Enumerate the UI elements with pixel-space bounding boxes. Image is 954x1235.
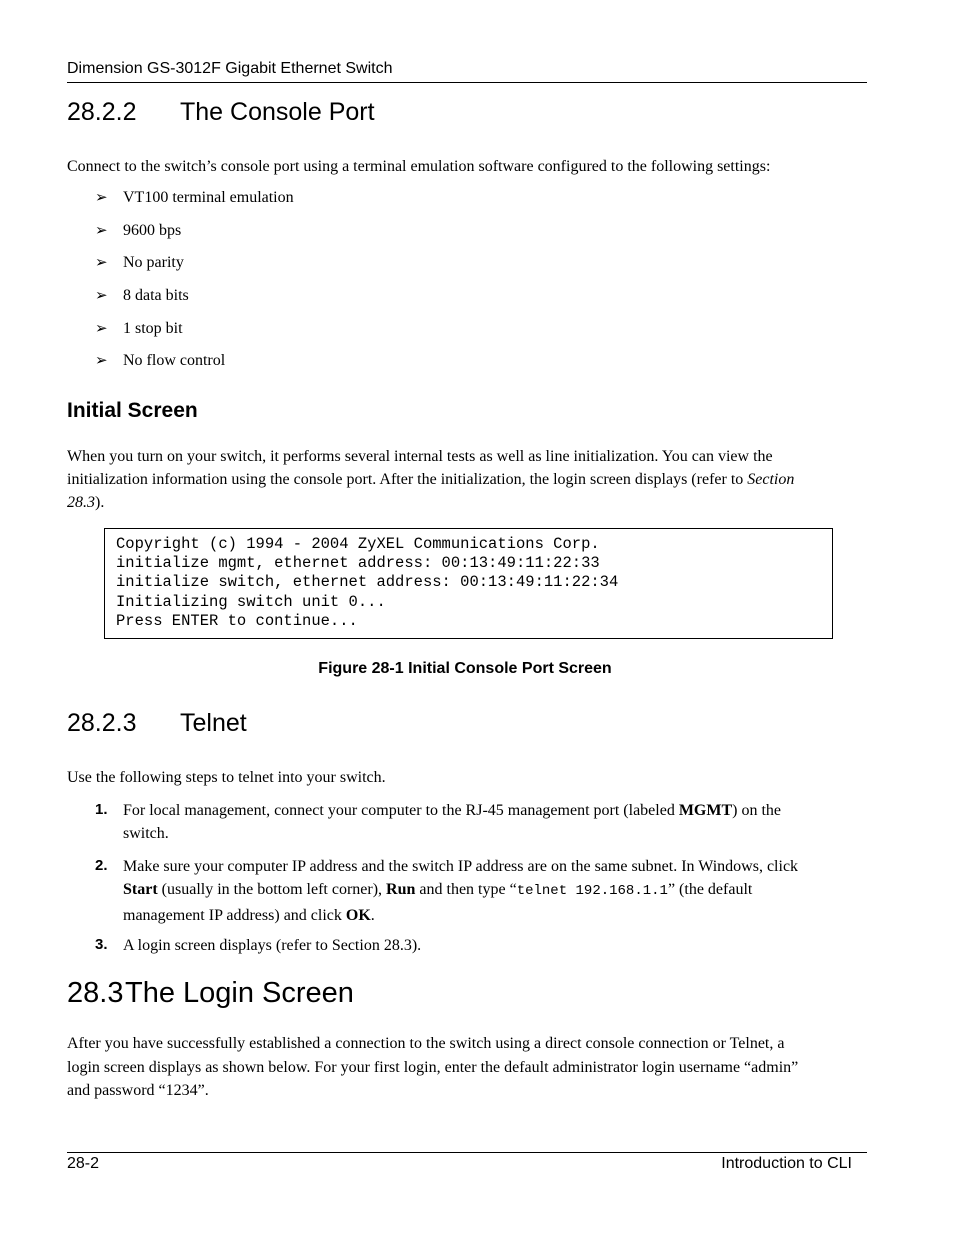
telnet-command: telnet 192.168.1.1 xyxy=(516,883,668,899)
step-text: A login screen displays (refer to Section 28.3). xyxy=(123,937,422,954)
subsection-heading-initial-screen: Initial Screen xyxy=(67,399,198,422)
list-item: ➢ No parity xyxy=(95,254,184,271)
section-number: 28.2.3 xyxy=(67,709,137,737)
list-item: ➢ No flow control xyxy=(95,352,226,369)
figure-caption: Figure 28-1 Initial Console Port Screen xyxy=(318,660,612,677)
section-number: 28.2.2 xyxy=(67,98,137,126)
bullet-arrow-icon: ➢ xyxy=(95,255,108,271)
bullet-arrow-icon: ➢ xyxy=(95,190,108,206)
chapter-title: Introduction to CLI xyxy=(721,1155,852,1172)
section-heading-telnet xyxy=(67,709,247,738)
section-title: The Console Port xyxy=(180,98,375,126)
console-line: initialize switch, ethernet address: 00:13:49:11:22:34 xyxy=(116,573,619,591)
bullet-arrow-icon: ➢ xyxy=(95,353,108,369)
header-divider xyxy=(67,82,867,83)
section-number: 28.3 xyxy=(67,977,124,1009)
section-reference: 28.3 xyxy=(67,494,95,511)
list-item: ➢ 8 data bits xyxy=(95,287,189,304)
footer-divider xyxy=(67,1152,867,1153)
section-heading-console-port xyxy=(67,98,375,127)
console-port-intro: Connect to the switch’s console port using a terminal emulation software configured to the following settings: xyxy=(67,158,771,175)
bullet-arrow-icon: ➢ xyxy=(95,223,108,239)
console-line: Copyright (c) 1994 - 2004 ZyXEL Communications Corp. xyxy=(116,535,600,553)
list-item: ➢ VT100 terminal emulation xyxy=(95,189,294,206)
step-text: Make sure your computer IP address and the switch IP address are on the same subnet. In Windows, click Start (usually in the bottom left corner), Run and then type “telnet 192.168.1.1” (the default management IP address) and click OK. xyxy=(123,858,799,924)
console-line: Press ENTER to continue... xyxy=(116,612,358,630)
login-screen-paragraph: After you have successfully established a connection to the switch using a direct console connection or Telnet, a login screen displays as shown below. For your first login, enter the default administrator login username “admin” and password “1234”. xyxy=(67,1035,799,1099)
bullet-arrow-icon: ➢ xyxy=(95,288,108,304)
console-line: initialize mgmt, ethernet address: 00:13:49:11:22:33 xyxy=(116,554,600,572)
console-line: Initializing switch unit 0... xyxy=(116,593,386,611)
bullet-arrow-icon: ➢ xyxy=(95,321,108,337)
step-number: 1. xyxy=(95,801,108,818)
running-header: Dimension GS-3012F Gigabit Ethernet Switch xyxy=(67,60,393,77)
initial-screen-paragraph: When you turn on your switch, it performs several internal tests as well as line initialization. You can view the initialization information using the console port. After the initialization, the login screen displays (refer to Section 28.3). xyxy=(67,448,795,511)
telnet-intro: Use the following steps to telnet into your switch. xyxy=(67,769,386,786)
section-title: The Login Screen xyxy=(125,977,354,1009)
list-item: ➢ 9600 bps xyxy=(95,222,182,239)
section-reference: Section xyxy=(747,471,795,488)
page-number: 28-2 xyxy=(67,1155,100,1172)
section-heading-login-screen xyxy=(67,977,354,1010)
list-item: ➢ 1 stop bit xyxy=(95,320,183,337)
step-number: 2. xyxy=(95,857,108,874)
section-title: Telnet xyxy=(180,709,247,737)
step-text: For local management, connect your computer to the RJ-45 management port (labeled MGMT) on the switch. xyxy=(123,802,782,842)
step-number: 3. xyxy=(95,936,108,953)
